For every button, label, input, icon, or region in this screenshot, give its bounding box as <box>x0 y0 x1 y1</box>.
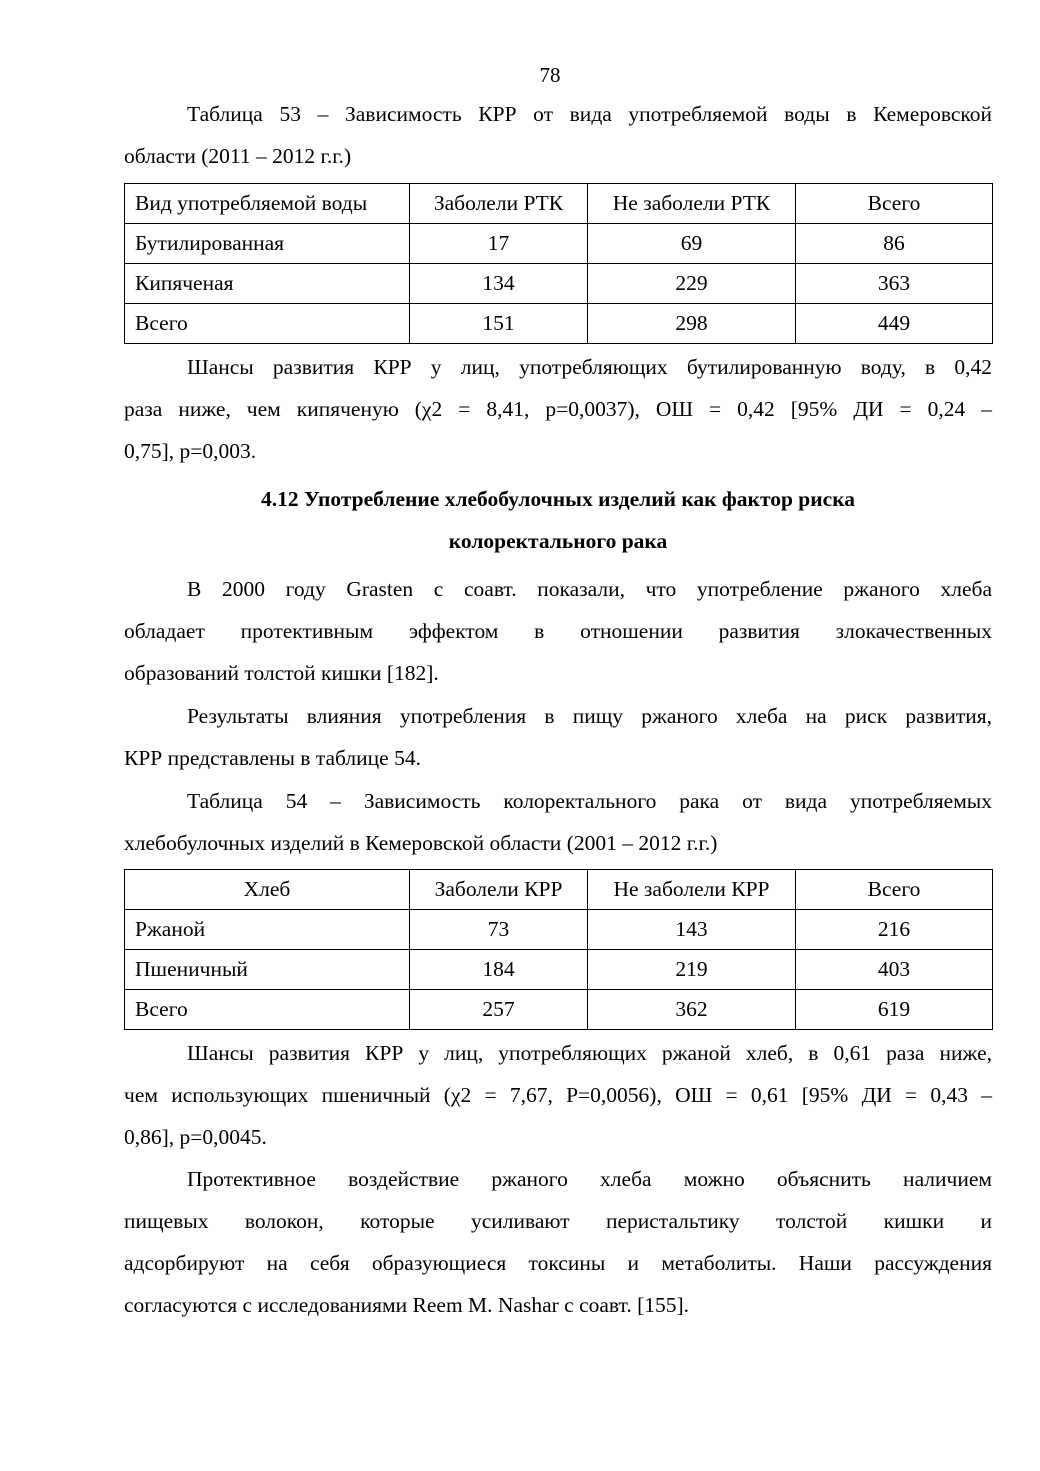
table-cell: 219 <box>588 950 796 990</box>
table-header-row <box>125 870 993 910</box>
table-header-cell: Всего <box>796 870 993 910</box>
table-row <box>125 304 993 344</box>
paragraph-line: Протективное воздействие ржаного хлеба можно объяснить наличием <box>187 1167 992 1191</box>
table53 <box>124 183 993 344</box>
paragraph-line: согласуются с исследованиями Reem M. Nashar с соавт. [155]. <box>124 1293 690 1317</box>
table-cell: 403 <box>796 950 993 990</box>
table54-caption-line1: Таблица 54 – Зависимость колоректального рака от вида употребляемых <box>187 789 992 813</box>
table-row <box>125 910 993 950</box>
table-cell: 298 <box>588 304 796 344</box>
paragraph-line: Шансы развития КРР у лиц, употребляющих бутилированную воду, в 0,42 <box>187 355 992 379</box>
paragraph-grasten <box>124 568 992 694</box>
table-cell: 619 <box>796 990 993 1030</box>
table-header-cell: Заболели РТК <box>410 184 588 224</box>
paragraph-odds-water <box>124 346 992 472</box>
table-row <box>125 264 993 304</box>
paragraph-protective-effect <box>124 1158 992 1326</box>
table-header-cell: Заболели КРР <box>410 870 588 910</box>
paragraph-results <box>124 695 992 779</box>
page-number: 78 <box>539 63 561 87</box>
paragraph-line: образований толстой кишки [182]. <box>124 661 439 685</box>
table-row <box>125 950 993 990</box>
table-cell: Всего <box>125 990 410 1030</box>
paragraph-line: Шансы развития КРР у лиц, употребляющих ржаной хлеб, в 0,61 раза ниже, <box>187 1041 992 1065</box>
table54 <box>124 869 993 1030</box>
table-cell: 143 <box>588 910 796 950</box>
table-cell: 216 <box>796 910 993 950</box>
paragraph-line: обладает протективным эффектом в отношении развития злокачественных <box>124 619 992 643</box>
table-cell: 362 <box>588 990 796 1030</box>
section-heading-line2: колоректального рака <box>448 529 668 553</box>
paragraph-line: 0,86], p=0,0045. <box>124 1125 267 1149</box>
table-cell: 449 <box>796 304 993 344</box>
table-cell: Ржаной <box>125 910 410 950</box>
table-cell: 229 <box>588 264 796 304</box>
paragraph-odds-bread <box>124 1032 992 1158</box>
table-cell: Всего <box>125 304 410 344</box>
paragraph-line: В 2000 году Grasten с соавт. показали, что употребление ржаного хлеба <box>187 577 992 601</box>
table53-caption <box>124 93 992 177</box>
paragraph-line: 0,75], p=0,003. <box>124 439 257 463</box>
table-header-row <box>125 184 993 224</box>
table54-caption <box>124 780 992 864</box>
table-header-cell: Вид употребляемой воды <box>125 184 410 224</box>
paragraph-line: раза ниже, чем кипяченую (χ2 = 8,41, p=0,0037), ОШ = 0,42 [95% ДИ = 0,24 – <box>124 397 992 421</box>
paragraph-line: пищевых волокон, которые усиливают перистальтику толстой кишки и <box>124 1209 992 1233</box>
table-header-cell: Всего <box>796 184 993 224</box>
paragraph-line: Результаты влияния употребления в пищу ржаного хлеба на риск развития, <box>187 704 992 728</box>
table-cell: 73 <box>410 910 588 950</box>
table-cell: Бутилированная <box>125 224 410 264</box>
table-cell: Пшеничный <box>125 950 410 990</box>
table-cell: Кипяченая <box>125 264 410 304</box>
table-cell: 69 <box>588 224 796 264</box>
section-heading <box>124 478 992 562</box>
paragraph-line: адсорбируют на себя образующиеся токсины и метаболиты. Наши рассуждения <box>124 1251 992 1275</box>
table-header-cell: Не заболели РТК <box>588 184 796 224</box>
table-header-cell: Хлеб <box>125 870 410 910</box>
table-cell: 151 <box>410 304 588 344</box>
table-cell: 86 <box>796 224 993 264</box>
paragraph-line: КРР представлены в таблице 54. <box>124 746 421 770</box>
table-cell: 184 <box>410 950 588 990</box>
table-cell: 134 <box>410 264 588 304</box>
table-row <box>125 224 993 264</box>
table-row <box>125 990 993 1030</box>
table-cell: 257 <box>410 990 588 1030</box>
table53-caption-line2: области (2011 – 2012 г.г.) <box>124 144 352 168</box>
table-cell: 363 <box>796 264 993 304</box>
table-cell: 17 <box>410 224 588 264</box>
table53-caption-line1: Таблица 53 – Зависимость КРР от вида употребляемой воды в Кемеровской <box>187 102 992 126</box>
table54-caption-line2: хлебобулочных изделий в Кемеровской области (2001 – 2012 г.г.) <box>124 831 718 855</box>
section-heading-line1: 4.12 Употребление хлебобулочных изделий как фактор риска <box>260 487 856 511</box>
table-header-cell: Не заболели КРР <box>588 870 796 910</box>
paragraph-line: чем использующих пшеничный (χ2 = 7,67, P=0,0056), ОШ = 0,61 [95% ДИ = 0,43 – <box>124 1083 992 1107</box>
